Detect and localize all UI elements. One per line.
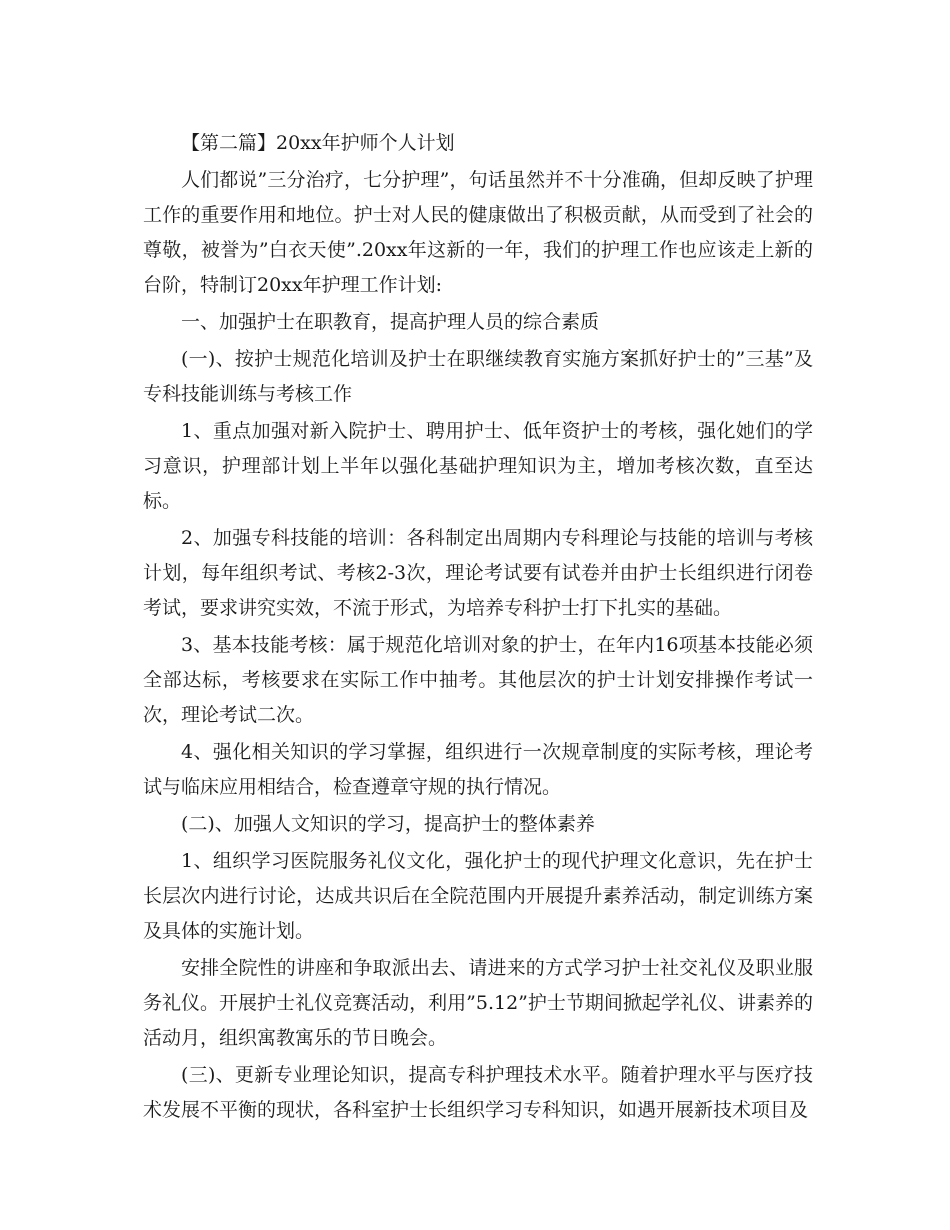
subsection-heading: (二)、加强人文知识的学习，提高护士的整体素养 bbox=[181, 813, 595, 835]
paragraph: 2、加强专科技能的培训：各科制定出周期内专科理论与技能的培训与考核计划，每年组织考试、考核2-3次，理论考试要有试卷并由护士长组织进行闭卷考试，要求讲究实效，不流于形式，为培养专科护士打下扎实的基础。 bbox=[143, 527, 813, 619]
paragraph: 1、重点加强对新入院护士、聘用护士、低年资护士的考核，强化她们的学习意识，护理部计划上半年以强化基础护理知识为主，增加考核次数，直至达标。 bbox=[143, 420, 813, 512]
document-title: 【第二篇】20xx年护师个人计划 bbox=[181, 132, 455, 154]
paragraph: 4、强化相关知识的学习掌握，组织进行一次规章制度的实际考核，理论考试与临床应用相结合，检查遵章守规的执行情况。 bbox=[143, 741, 813, 798]
paragraph: 人们都说”三分治疗，七分护理”，句话虽然并不十分准确，但却反映了护理工作的重要作用和地位。护士对人民的健康做出了积极贡献，从而受到了社会的尊敬，被誉为”白衣天使”.20xx年这新的一年，我们的护理工作也应该走上新的台阶，特制订20xx年护理工作计划: bbox=[143, 169, 813, 296]
document-body bbox=[143, 126, 813, 1128]
paragraph: (三)、更新专业理论知识，提高专科护理技术水平。随着护理水平与医疗技术发展不平衡的现状，各科室护士长组织学习专科知识，如遇开展新技术项目及 bbox=[143, 1064, 813, 1121]
section-heading: 一、加强护士在职教育，提高护理人员的综合素质 bbox=[181, 311, 600, 333]
paragraph: 安排全院性的讲座和争取派出去、请进来的方式学习护士社交礼仪及职业服务礼仪。开展护士礼仪竞赛活动，利用”5.12”护士节期间掀起学礼仪、讲素养的活动月，组织寓教寓乐的节日晚会。 bbox=[143, 957, 813, 1049]
subsection-heading: (一)、按护士规范化培训及护士在职继续教育实施方案抓好护士的”三基”及专科技能训练与考核工作 bbox=[143, 348, 813, 405]
paragraph: 1、组织学习医院服务礼仪文化，强化护士的现代护理文化意识，先在护士长层次内进行讨论，达成共识后在全院范围内开展提升素养活动，制定训练方案及具体的实施计划。 bbox=[143, 850, 813, 942]
paragraph: 3、基本技能考核：属于规范化培训对象的护士，在年内16项基本技能必须全部达标，考核要求在实际工作中抽考。其他层次的护士计划安排操作考试一次，理论考试二次。 bbox=[143, 634, 813, 726]
